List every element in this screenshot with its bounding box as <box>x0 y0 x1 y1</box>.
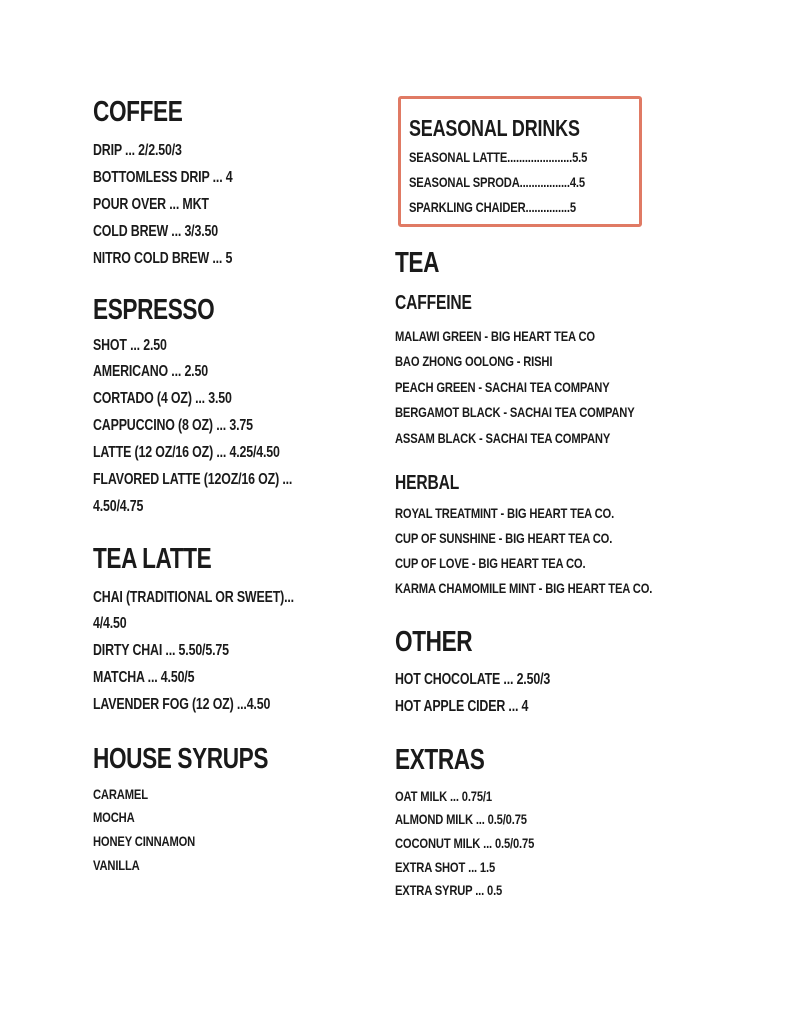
extras-item: OAT MILK ... 0.75/1 <box>395 788 492 804</box>
coffee-item: NITRO COLD BREW ... 5 <box>93 250 233 267</box>
syrup-item: MOCHA <box>93 809 135 825</box>
coffee-item: COLD BREW ... 3/3.50 <box>93 223 218 240</box>
coffee-item: BOTTOMLESS DRIP ... 4 <box>93 169 233 186</box>
espresso-item: FLAVORED LATTE (12OZ/16 OZ) ... <box>93 471 293 488</box>
extras-item: COCONUT MILK ... 0.5/0.75 <box>395 835 535 851</box>
espresso-item: AMERICANO ... 2.50 <box>93 363 208 380</box>
caffeine-item: MALAWI GREEN - BIG HEART TEA CO <box>395 328 595 344</box>
espresso-item: 4.50/4.75 <box>93 498 144 515</box>
seasonal-item: SPARKLING CHAIDER...............5 <box>409 199 576 215</box>
espresso-heading: ESPRESSO <box>93 294 215 326</box>
herbal-subheading: HERBAL <box>395 472 460 494</box>
coffee-item: DRIP ... 2/2.50/3 <box>93 142 182 159</box>
herbal-item: CUP OF SUNSHINE - BIG HEART TEA CO. <box>395 530 613 546</box>
tea-latte-heading: TEA LATTE <box>93 543 212 575</box>
espresso-item: CORTADO (4 OZ) ... 3.50 <box>93 390 232 407</box>
house-syrups-heading: HOUSE SYRUPS <box>93 743 269 775</box>
seasonal-item: SEASONAL LATTE......................5.5 <box>409 149 588 165</box>
caffeine-item: BERGAMOT BLACK - SACHAI TEA COMPANY <box>395 404 635 420</box>
seasonal-item: SEASONAL SPRODA.................4.5 <box>409 174 585 190</box>
syrup-item: VANILLA <box>93 857 140 873</box>
other-heading: OTHER <box>395 626 473 658</box>
seasonal-drinks-box <box>398 96 642 227</box>
extras-heading: EXTRAS <box>395 744 485 776</box>
espresso-item: SHOT ... 2.50 <box>93 337 167 354</box>
other-item: HOT CHOCOLATE ... 2.50/3 <box>395 671 551 688</box>
extras-item: ALMOND MILK ... 0.5/0.75 <box>395 811 527 827</box>
caffeine-item: BAO ZHONG OOLONG - RISHI <box>395 353 553 369</box>
tea-latte-item: CHAI (TRADITIONAL OR SWEET)... <box>93 589 294 606</box>
tea-latte-item: 4/4.50 <box>93 615 127 632</box>
extras-item: EXTRA SHOT ... 1.5 <box>395 859 496 875</box>
seasonal-heading: SEASONAL DRINKS <box>409 115 580 141</box>
herbal-item: KARMA CHAMOMILE MINT - BIG HEART TEA CO. <box>395 580 653 596</box>
caffeine-subheading: CAFFEINE <box>395 292 472 314</box>
caffeine-item: ASSAM BLACK - SACHAI TEA COMPANY <box>395 430 611 446</box>
tea-heading: TEA <box>395 247 440 279</box>
tea-latte-item: LAVENDER FOG (12 OZ) ...4.50 <box>93 696 271 713</box>
herbal-item: ROYAL TREATMINT - BIG HEART TEA CO. <box>395 505 615 521</box>
espresso-item: LATTE (12 OZ/16 OZ) ... 4.25/4.50 <box>93 444 280 461</box>
other-item: HOT APPLE CIDER ... 4 <box>395 698 529 715</box>
extras-item: EXTRA SYRUP ... 0.5 <box>395 882 503 898</box>
herbal-item: CUP OF LOVE - BIG HEART TEA CO. <box>395 555 586 571</box>
syrup-item: HONEY CINNAMON <box>93 833 196 849</box>
caffeine-item: PEACH GREEN - SACHAI TEA COMPANY <box>395 379 610 395</box>
espresso-item: CAPPUCCINO (8 OZ) ... 3.75 <box>93 417 253 434</box>
coffee-heading: COFFEE <box>93 96 183 128</box>
syrup-item: CARAMEL <box>93 786 148 802</box>
tea-latte-item: MATCHA ... 4.50/5 <box>93 669 195 686</box>
coffee-item: POUR OVER ... MKT <box>93 196 209 213</box>
tea-latte-item: DIRTY CHAI ... 5.50/5.75 <box>93 642 229 659</box>
